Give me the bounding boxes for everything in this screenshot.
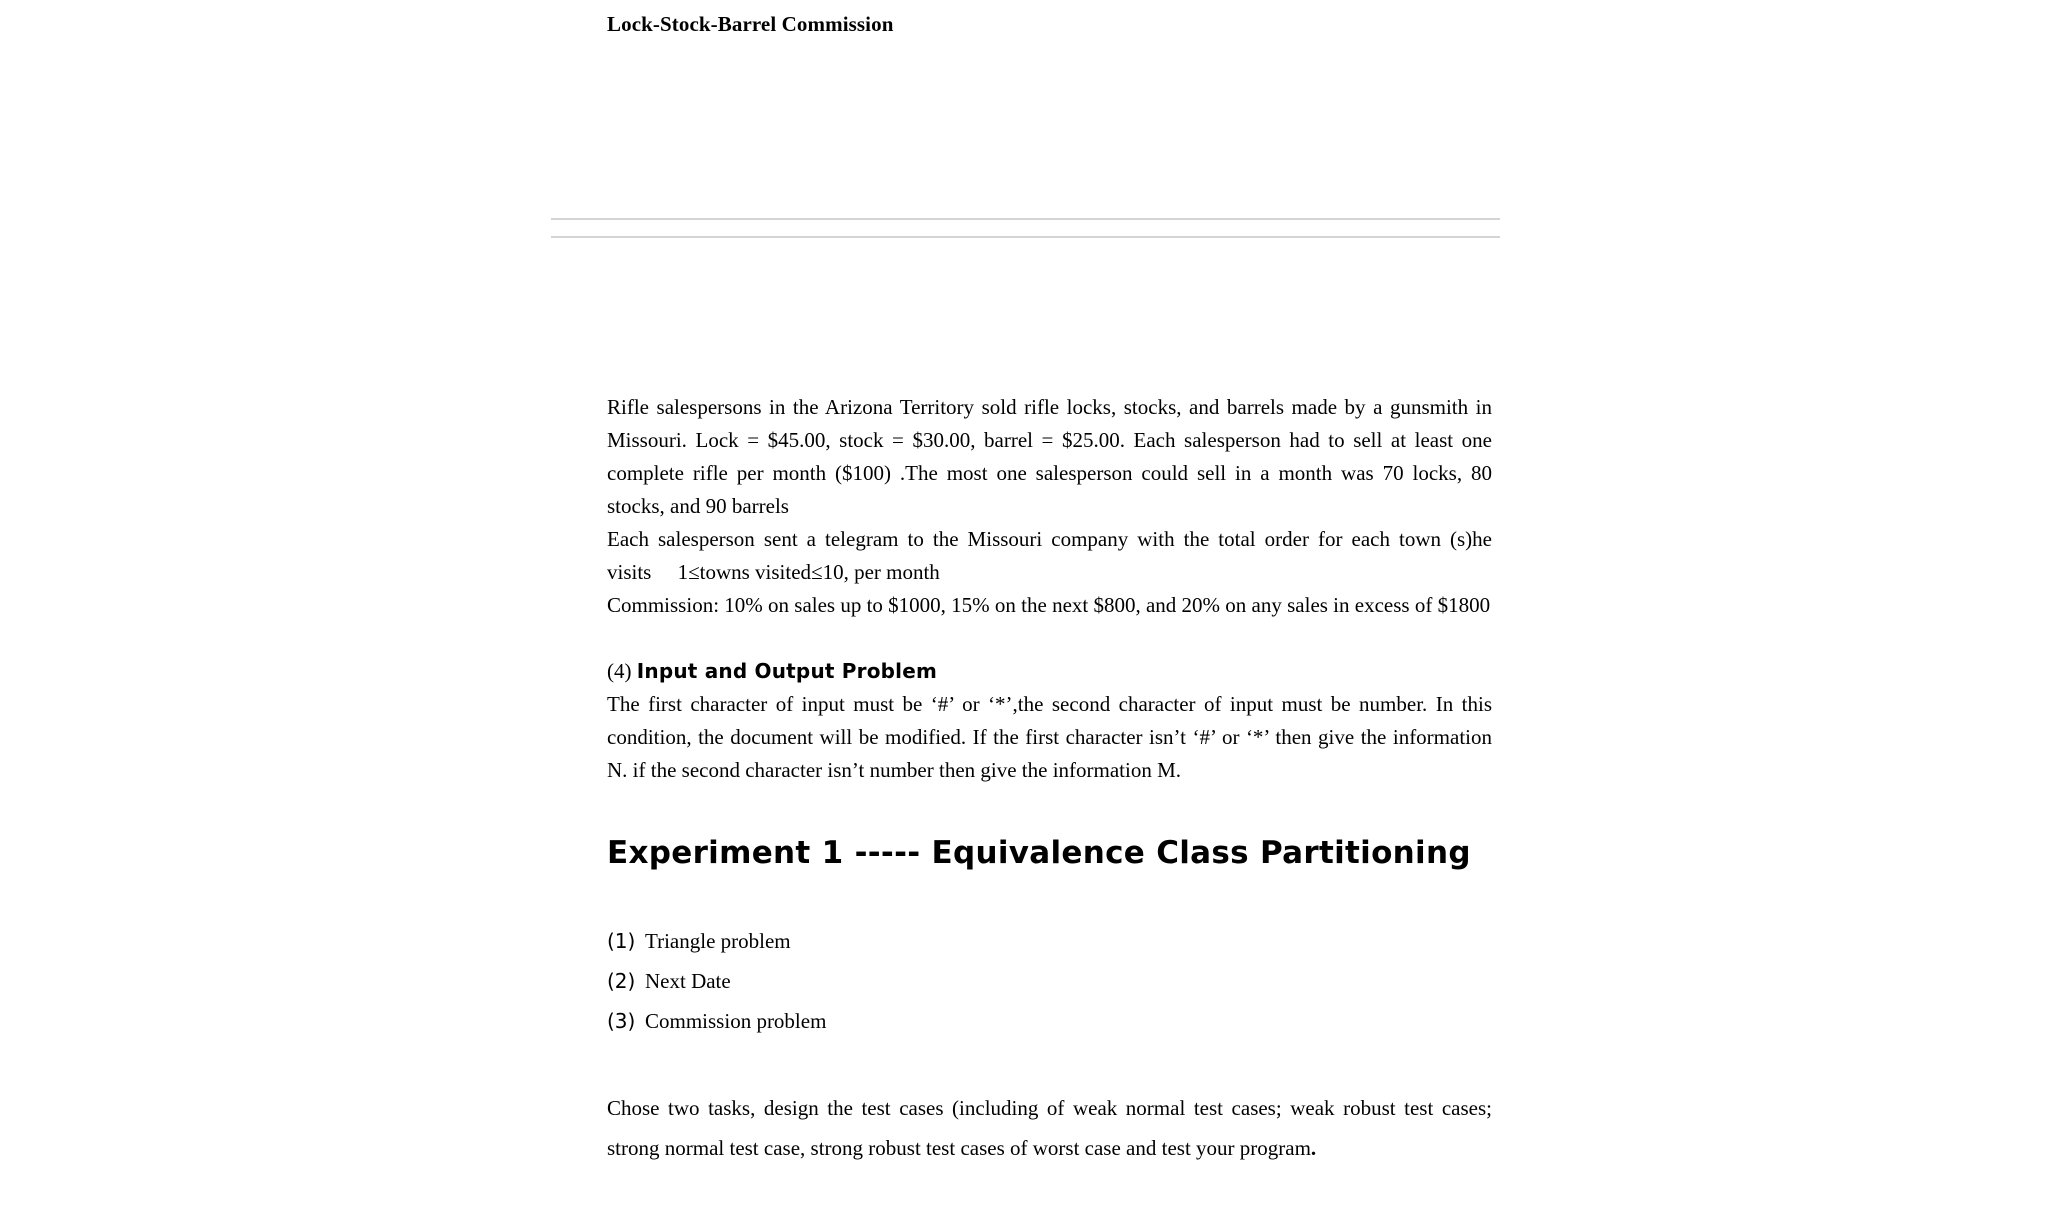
document-title: Lock-Stock-Barrel Commission	[607, 12, 894, 36]
task-label: Triangle problem	[645, 929, 791, 953]
task-number: (3)	[607, 1009, 636, 1033]
problem-paragraph-1: Rifle salespersons in the Arizona Territory sold rifle locks, stocks, and barrels made by a gunsmith in Missouri. Lock = $45.00, stock = $30.00, barrel = $25.00. Each salesperson had to sell at least one complete rifle per month ($100) .The most one salesperson could sell in a month was 70 locks, 80 stocks, and 90 barrels	[607, 395, 1492, 518]
task-item-next-date	[607, 961, 1492, 1001]
problem-paragraph-3: Commission: 10% on sales up to $1000, 15% on the next $800, and 20% on any sales in excess of $1800	[607, 593, 1491, 617]
io-section-label: Input and Output Problem	[636, 659, 938, 683]
task-item-commission	[607, 1001, 1492, 1041]
experiment-title: Experiment 1 ----- Equivalence Class Partitioning	[607, 835, 1471, 871]
instruction-period: .	[1310, 1136, 1317, 1160]
task-list	[607, 921, 1492, 1041]
task-item-triangle	[607, 921, 1492, 961]
task-label: Commission problem	[645, 1009, 827, 1033]
document-body	[607, 391, 1492, 1168]
page-break-line	[551, 236, 1500, 238]
task-number: (1)	[607, 929, 636, 953]
io-section-text: The first character of input must be ‘#’ or ‘*’,the second character of input must be number. In this condition, the document will be modified. If the first character isn’t ‘#’ or ‘*’ then give the information N. if the second character isn’t number then give the information M.	[607, 692, 1492, 782]
experiment-instruction	[607, 1088, 1492, 1168]
task-number: (2)	[607, 969, 636, 993]
problem-paragraph-2: Each salesperson sent a telegram to the Missouri company with the total order for each town (s)he visits 1≤towns visited≤10, per month	[607, 527, 1492, 584]
task-label: Next Date	[645, 969, 731, 993]
io-section-heading	[607, 655, 1492, 688]
io-section-number: (4)	[607, 659, 632, 683]
instruction-text: Chose two tasks, design the test cases (including of weak normal test cases; weak robust test cases; strong normal test case, strong robust test cases of worst case and test your program	[607, 1096, 1492, 1160]
blank-line	[607, 622, 1492, 655]
page-break-line	[551, 218, 1500, 220]
